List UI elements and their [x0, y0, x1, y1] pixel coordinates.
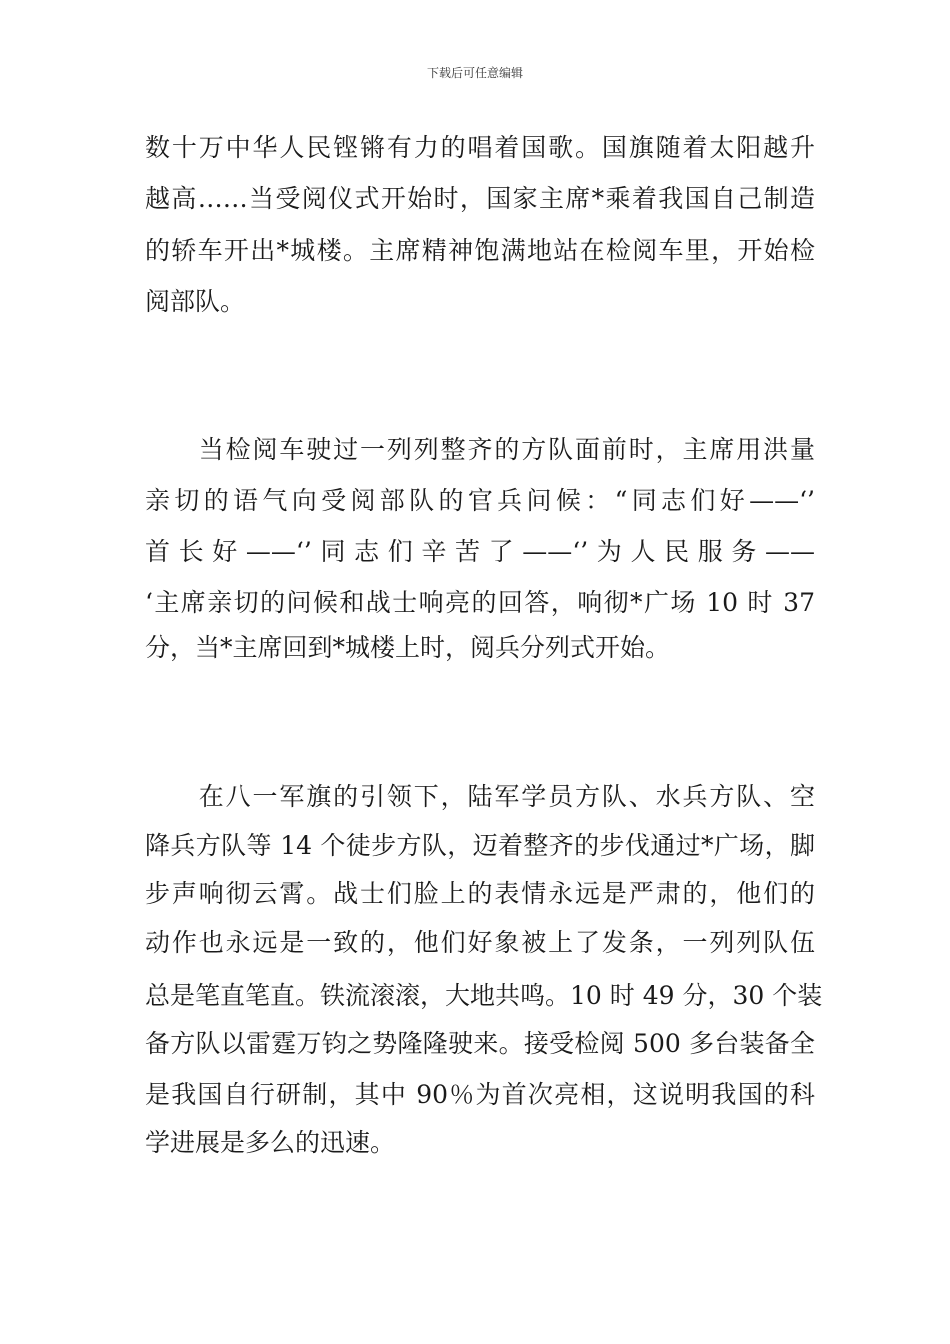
- text-line: 阅部队。: [145, 287, 246, 316]
- text-line: ‘主席亲切的问候和战士响亮的回答，响彻*广场 10 时 37: [145, 588, 815, 617]
- text-line: 分，当*主席回到*城楼上时，阅兵分列式开始。: [145, 633, 671, 662]
- text-line: 当检阅车驶过一列列整齐的方队面前时，主席用洪量: [145, 435, 815, 464]
- text-line: 亲切的语气向受阅部队的官兵问候：“同志们好——‘’: [145, 486, 815, 515]
- text-line: 在八一军旗的引领下，陆军学员方队、水兵方队、空: [145, 782, 815, 811]
- text-line: 总是笔直笔直。铁流滚滚，大地共鸣。10 时 49 分，30 个装: [145, 981, 823, 1010]
- text-line: 降兵方队等 14 个徒步方队，迈着整齐的步伐通过*广场，脚: [145, 831, 815, 860]
- text-line: 越高……当受阅仪式开始时，国家主席*乘着我国自己制造: [145, 184, 815, 213]
- text-line: 首长好——‘’同志们辛苦了——‘’为人民服务——: [145, 537, 815, 566]
- text-line: 步声响彻云霄。战士们脸上的表情永远是严肃的，他们的: [145, 879, 815, 908]
- text-line: 的轿车开出*城楼。主席精神饱满地站在检阅车里，开始检: [145, 236, 815, 265]
- text-line: 备方队以雷霆万钧之势隆隆驶来。接受检阅 500 多台装备全: [145, 1029, 815, 1058]
- text-line: 动作也永远是一致的，他们好象被上了发条，一列列队伍: [145, 928, 815, 957]
- text-line: 数十万中华人民铿锵有力的唱着国歌。国旗随着太阳越升: [145, 133, 815, 162]
- text-line: 是我国自行研制，其中 90％为首次亮相，这说明我国的科: [145, 1080, 815, 1109]
- page-header: 下载后可任意编辑: [426, 66, 523, 80]
- text-line: 学进展是多么的迅速。: [145, 1128, 396, 1157]
